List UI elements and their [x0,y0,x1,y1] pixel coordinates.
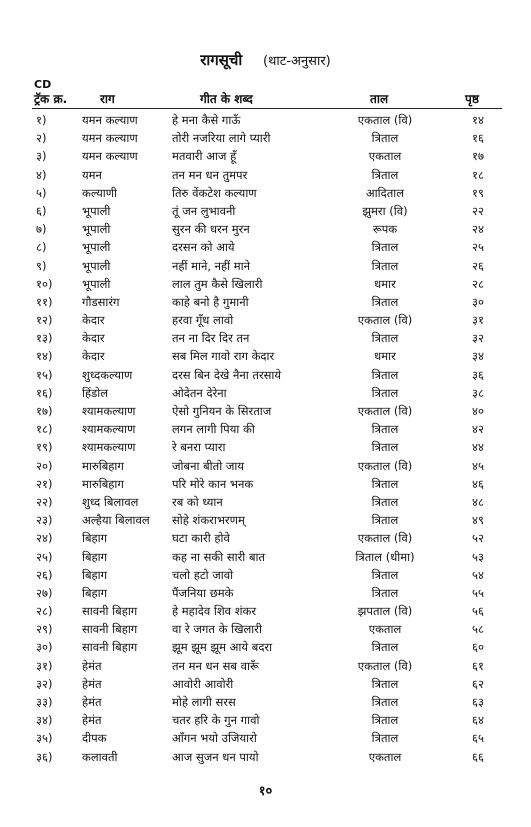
table-row [0,711,531,729]
song-words: सब मिल गावो राग केदार [172,349,275,364]
taal-name: धमार [374,276,396,291]
page-ref: १४ [472,113,484,127]
track-number: ६) [36,203,47,218]
raag-name: सावनी बिहाग [82,640,138,655]
table-row [0,493,531,511]
table-header [0,91,531,107]
taal-name: एकताल [368,749,402,764]
track-number: ४) [36,167,47,182]
taal-name: त्रिताल [371,258,399,273]
raag-name: बिहाग [82,549,108,564]
page-ref: २८ [472,276,484,291]
song-words: तूं जन लुभावनी [172,203,236,218]
title-main: रागसूची [200,51,243,69]
song-words: आवोरी आवोरी [172,676,234,691]
page-ref: १८ [472,167,484,182]
page-ref: १९ [472,185,484,200]
raag-name: भूपाली [82,240,111,255]
table-row [0,238,531,256]
table-row [0,657,531,675]
page-ref: ४२ [472,422,484,437]
taal-name: एकताल (वि) [357,113,413,127]
table-row [0,693,531,711]
taal-name: आदिताल [365,185,405,200]
track-number: ३) [36,149,47,164]
song-words: हरवा गूँध लावो [172,313,234,328]
page-ref: ६४ [472,713,484,728]
table-row [0,220,531,238]
table-row [0,329,531,347]
raag-name: मारुबिहाग [82,458,124,473]
table-row [0,548,531,566]
song-words: मतवारी आज हूँ [172,149,237,164]
raag-name: भूपाली [82,203,111,218]
song-words: चतर हरि के गुन गावो [172,713,260,728]
raag-name: बिहाग [82,531,108,546]
raag-name: श्यामकल्याण [82,404,136,418]
table-row [0,147,531,165]
song-words: सुरन की धरन मुरन [172,222,250,237]
raag-name: बिहाग [82,585,108,600]
track-number: ११) [36,294,53,309]
song-words: रब को ध्यान [172,494,223,509]
taal-name: एकताल (वि) [357,458,413,473]
table-row [0,166,531,184]
raag-name: गौडसारंग [82,294,120,309]
track-number: १) [36,113,47,127]
taal-name: त्रिताल [371,385,399,400]
table-row [0,475,531,493]
track-number: २१) [36,476,53,491]
raag-name: हेमंत [82,713,102,728]
song-words: चलो हटो जावो [172,567,234,582]
page-ref: ५४ [472,567,484,582]
page-ref: ४८ [472,494,484,509]
taal-name: त्रिताल (धीमा) [355,549,415,564]
track-number: ७) [36,222,47,237]
raag-name: श्यामकल्याण [82,440,136,455]
taal-name: त्रिताल [371,294,399,309]
table-row [0,602,531,620]
page-ref: ४० [472,404,484,418]
song-words: दरसन को आये [172,240,235,255]
raag-name: हिंडोल [82,385,109,400]
song-words: ओदेतन देरेना [172,385,227,400]
taal-name: एकताल (वि) [357,313,413,328]
taal-name: त्रिताल [371,167,399,182]
header-page: पृष्ठ [465,92,479,106]
raag-table [0,111,531,766]
table-row [0,257,531,275]
page-ref: ३० [472,294,484,309]
table-row [0,675,531,693]
taal-name: त्रिताल [371,440,399,455]
track-number: १३) [36,331,53,346]
taal-name: त्रिताल [371,585,399,600]
page-ref: ६२ [472,676,484,691]
raag-name: कल्याणी [82,185,118,200]
song-words: कह ना सकी सारी बात [172,549,266,564]
track-number: २८) [36,604,53,619]
taal-name: त्रिताल [371,476,399,491]
track-number: २९) [36,622,53,637]
page-ref: ४६ [472,476,484,491]
table-row [0,111,531,129]
raag-name: हेमंत [82,676,102,691]
raag-name: यमन कल्याण [82,113,138,127]
page-number: १० [258,784,273,799]
track-number: २३) [36,513,53,528]
table-row [0,457,531,475]
table-row [0,275,531,293]
song-words: लगन लागी पिया की [172,422,255,437]
raag-name: सावनी बिहाग [82,604,138,619]
table-row [0,729,531,747]
track-number: ५) [36,185,47,200]
page-ref: २४ [472,222,484,237]
table-row [0,366,531,384]
taal-name: एकताल (वि) [357,658,413,673]
page-ref: २२ [472,203,484,218]
song-words: तिरु वेंकटेश कल्याण [172,185,257,200]
raag-name: यमन कल्याण [82,149,138,164]
raag-name: मारुबिहाग [82,476,124,491]
song-words: हे मना कैसे गाऊँ [172,113,241,127]
track-number: ३४) [36,713,53,728]
track-number: २०) [36,458,53,473]
track-number: ३६) [36,749,53,764]
song-words: जोबना बीतो जाय [172,458,245,473]
page-ref: ६० [472,640,484,655]
page-ref: ६५ [472,731,484,746]
song-words: लाल तुम कैसे खिलारी [172,276,263,291]
taal-name: त्रिताल [371,240,399,255]
track-number: १७) [36,404,53,418]
raag-name: यमन कल्याण [82,131,138,146]
page-title [0,50,531,72]
header-song: गीत के शब्द [200,92,253,106]
song-words: झूम झूम झूम आये बदरा [172,640,273,655]
taal-name: त्रिताल [371,695,399,709]
track-number: २७) [36,585,53,600]
taal-name: त्रिताल [371,731,399,746]
title-subtitle: (थाट-अनुसार) [263,54,331,69]
raag-name: सावनी बिहाग [82,622,138,637]
page-ref: २५ [472,240,484,255]
table-row [0,184,531,202]
page-ref: ३२ [472,331,484,346]
taal-name: त्रिताल [371,494,399,509]
taal-name: झपताल (वि) [357,604,413,619]
song-words: तोरी नजरिया लागे प्यारी [172,131,271,146]
taal-name: एकताल [368,622,402,637]
track-number: ९) [36,258,47,273]
song-words: आज सुजन धन पायो [172,749,259,764]
table-row [0,420,531,438]
header-taal: ताल [370,92,389,106]
raag-name: केदार [82,313,105,328]
track-number: १५) [36,367,53,382]
table-row [0,511,531,529]
track-number: २६) [36,567,53,582]
table-row [0,384,531,402]
table-row [0,748,531,766]
taal-name: एकताल [368,149,402,164]
raag-name: भूपाली [82,222,111,237]
raag-name: श्यामकल्याण [82,422,136,437]
song-words: दरस बिन देखे नैना तरसाये [172,367,282,382]
page-ref: ४५ [472,458,484,473]
track-number: ८) [36,240,47,255]
raag-name: यमन [82,167,102,182]
taal-name: रूपक [372,222,398,237]
song-words: घटा कारी होवे [172,531,230,546]
track-number: १२) [36,313,53,328]
track-number: १८) [36,422,53,437]
page-ref: २६ [472,258,484,273]
song-words: हे महादेव शिव शंकर [172,604,257,619]
taal-name: त्रिताल [371,513,399,528]
track-number: ३५) [36,731,53,746]
page-ref: ३१ [472,313,484,328]
table-row [0,129,531,147]
track-number: १९) [36,440,53,455]
page-ref: ३४ [472,349,484,364]
song-words: वा रे जगत के खिलारी [172,622,262,637]
taal-name: एकताल (वि) [357,531,413,546]
header-raag: राग [100,92,115,106]
track-number: ३१) [36,658,53,673]
song-words: नहीं माने, नहीं माने [172,258,251,273]
track-number: ३३) [36,695,53,709]
page-ref: ६३ [472,695,484,709]
track-number: २४) [36,531,53,546]
taal-name: त्रिताल [371,676,399,691]
raag-name: भूपाली [82,258,111,273]
raag-name: अल्हैया बिलावल [82,513,150,528]
table-row [0,202,531,220]
track-number: १६) [36,385,53,400]
track-number: १४) [36,349,53,364]
page-ref: १६ [472,131,484,146]
page-ref: ५३ [472,549,484,564]
song-words: तन ना दिर दिर तन [172,331,250,346]
page-ref: ६१ [472,658,484,673]
page-ref: ३६ [472,367,484,382]
header-rule [32,108,502,109]
taal-name: एकताल (वि) [357,404,413,418]
table-row [0,620,531,638]
raag-name: केदार [82,331,105,346]
table-row [0,347,531,365]
taal-name: त्रिताल [371,422,399,437]
song-words: रे बनरा प्यारा [172,440,226,455]
table-row [0,638,531,656]
page-ref: ५२ [472,531,484,546]
song-words: आँगन भयो उजियारो [172,731,257,746]
song-words: तन मन धन सब वारूँ [172,658,259,673]
track-number: २) [36,131,47,146]
table-row [0,584,531,602]
table-row [0,529,531,547]
page-ref: ५५ [472,585,484,600]
raag-name: शुध्द बिलावल [82,494,139,509]
raag-name: बिहाग [82,567,108,582]
taal-name: त्रिताल [371,131,399,146]
taal-name: त्रिताल [371,713,399,728]
track-number: २२) [36,494,53,509]
raag-name: केदार [82,349,105,364]
track-number: ३०) [36,640,53,655]
page-ref: ४९ [472,513,484,528]
page-ref: ६६ [472,749,484,764]
taal-name: त्रिताल [371,331,399,346]
raag-name: शुध्दकल्याण [82,367,133,382]
song-words: सोहे शंकराभरणम् [172,513,245,528]
raag-name: कलावती [82,749,118,764]
page-ref: १७ [472,149,484,164]
taal-name: धमार [374,349,396,364]
raag-name: दीपक [82,731,107,746]
raag-name: हेमंत [82,658,102,673]
page-ref: ५८ [472,622,484,637]
raag-name: हेमंत [82,695,102,709]
song-words: तन मन धन तुमपर [172,167,248,182]
song-words: पैंजनिया छमके [172,585,234,600]
track-number: १०) [36,276,53,291]
taal-name: त्रिताल [371,567,399,582]
taal-name: त्रिताल [371,640,399,655]
song-words: ऐसो गुनियन के सिरताज [172,404,272,418]
header-cd: CD [34,78,52,91]
song-words: काहे बनो है गुमानी [172,294,249,309]
table-row [0,293,531,311]
taal-name: झुमरा (वि) [362,203,408,218]
table-row [0,311,531,329]
song-words: परि मोरे कान भनक [172,476,254,491]
table-row [0,566,531,584]
song-words: मोहे लागी सरस [172,695,236,709]
raag-name: भूपाली [82,276,111,291]
table-row [0,438,531,456]
track-number: ३२) [36,676,53,691]
table-row [0,402,531,420]
track-number: २५) [36,549,53,564]
page-ref: ४४ [472,440,484,455]
page-ref: ३८ [472,385,484,400]
taal-name: त्रिताल [371,367,399,382]
page-ref: ५६ [472,604,484,619]
header-track: ट्रॅक क्र. [34,92,68,106]
